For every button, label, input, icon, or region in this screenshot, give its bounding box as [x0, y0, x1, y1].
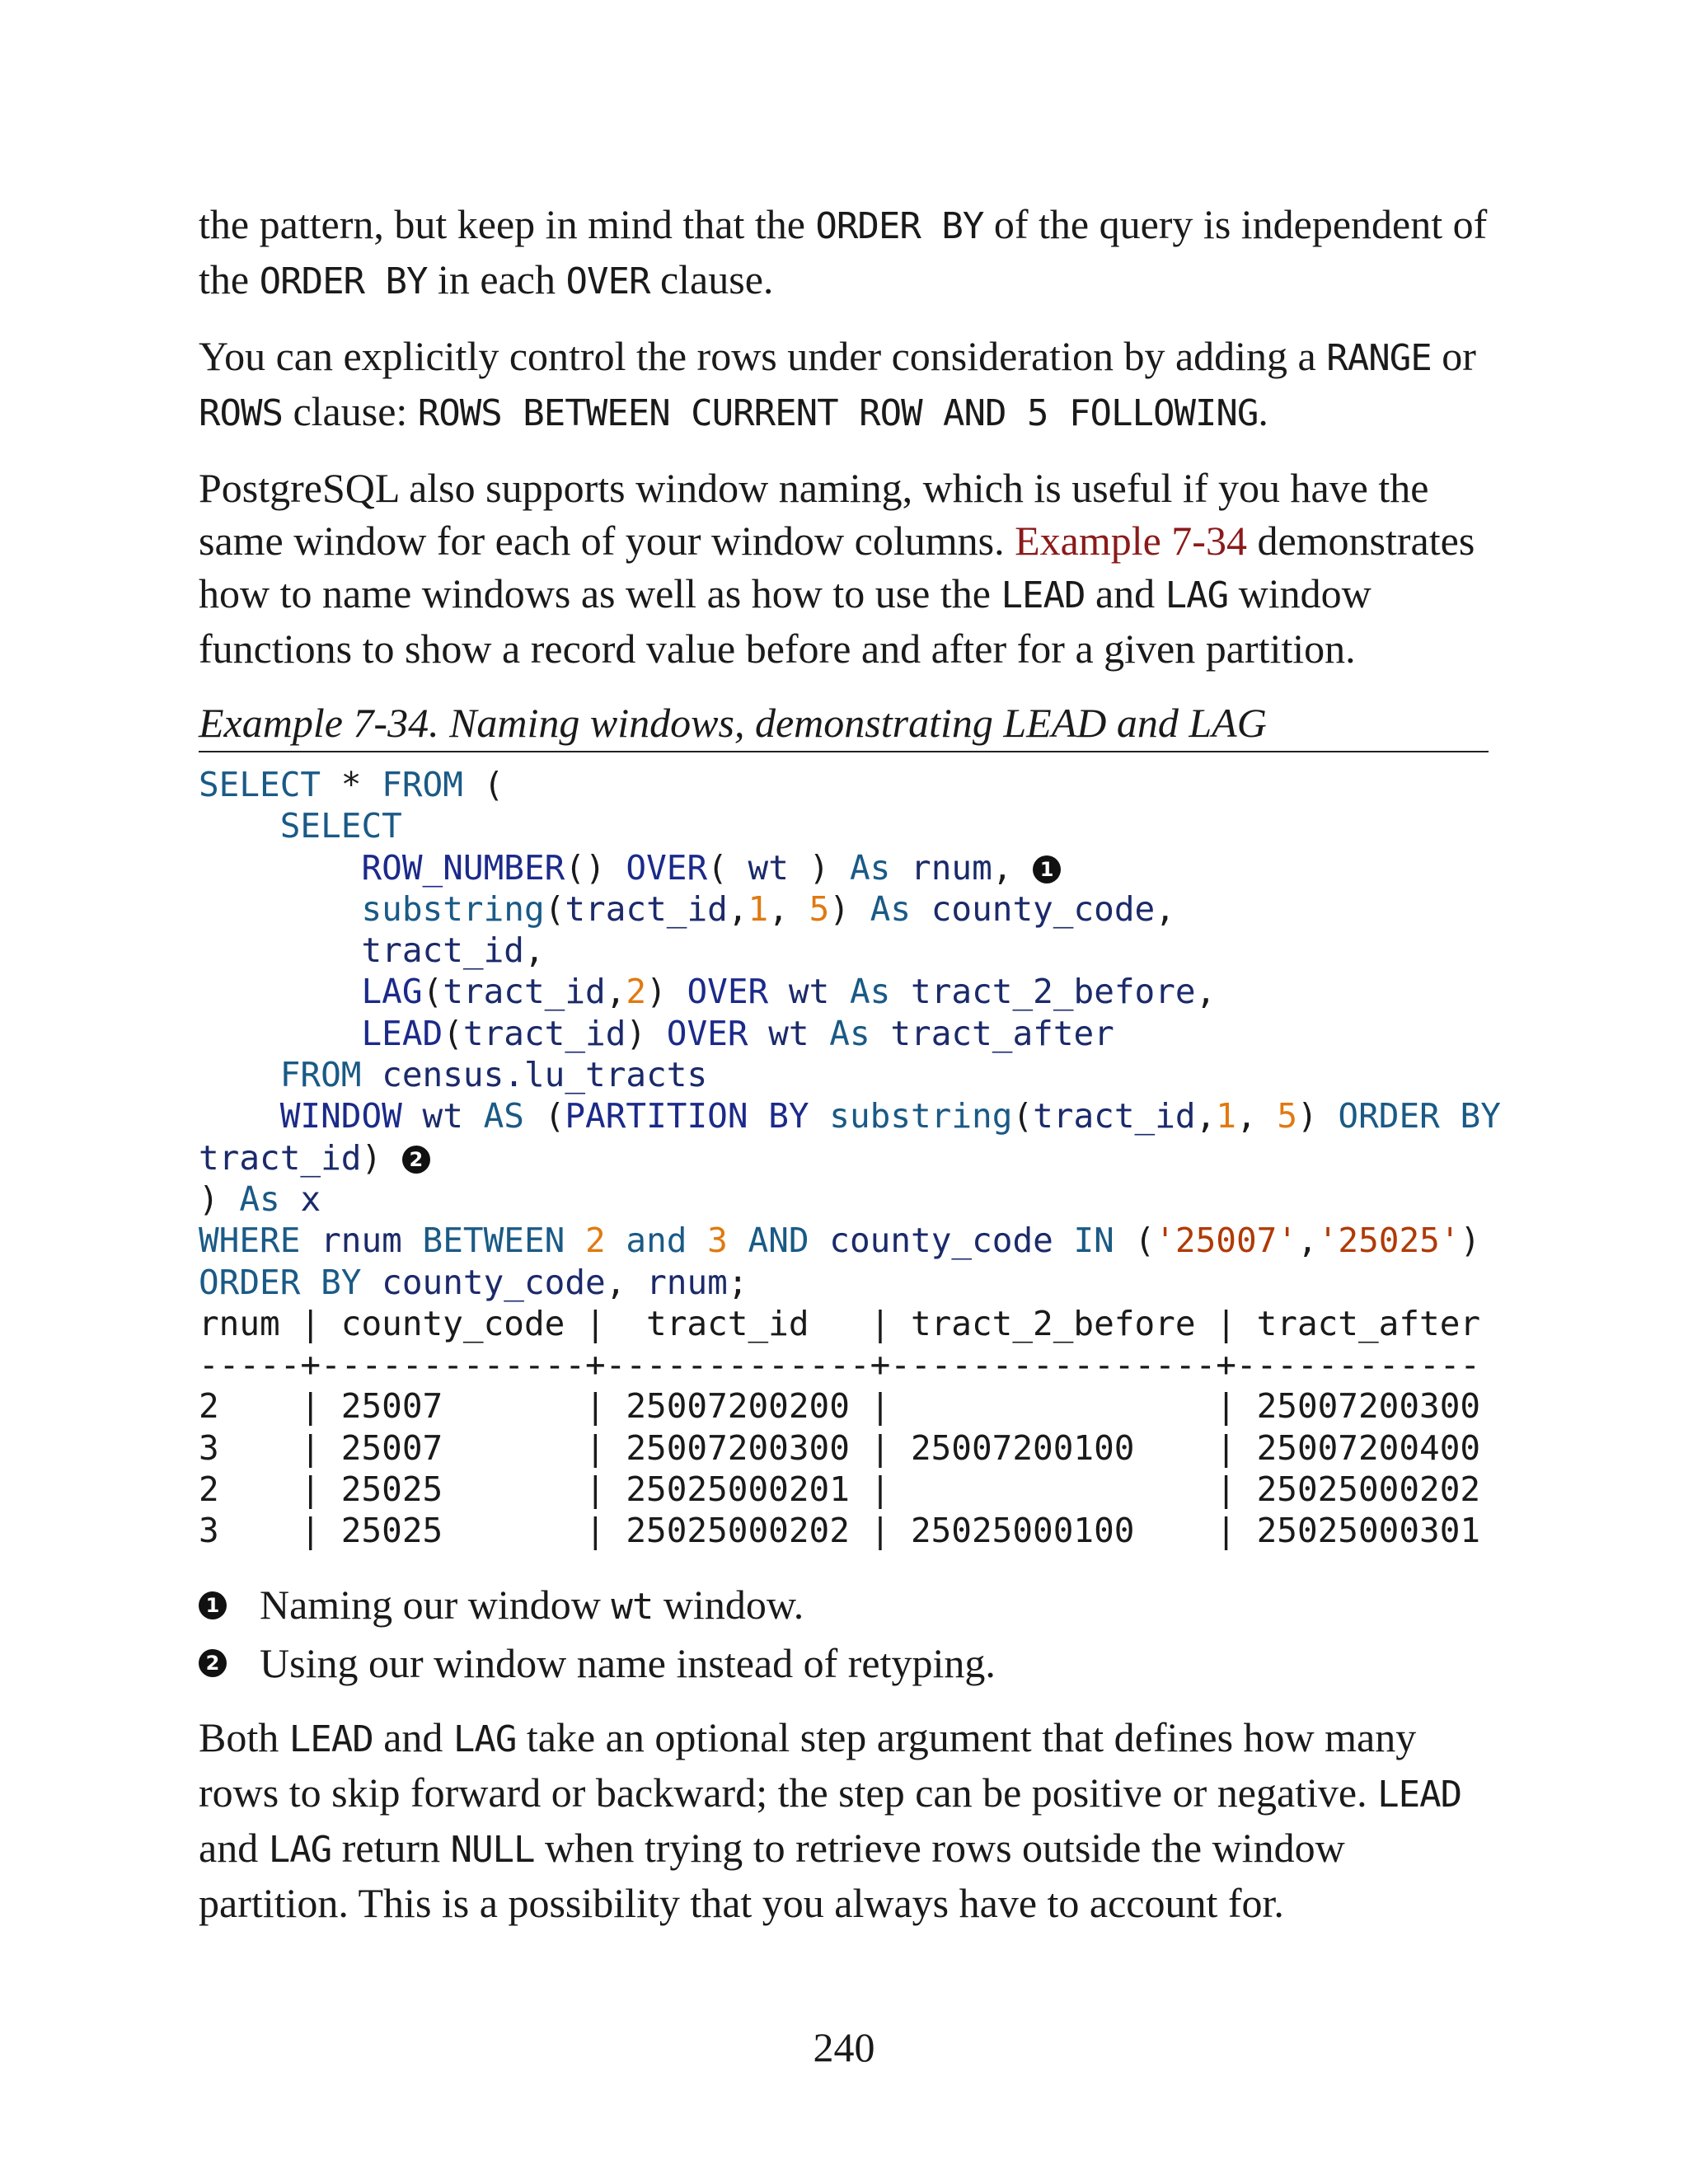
paragraph-lead-lag: [199, 1711, 1489, 1929]
code-token: SELECT: [199, 765, 321, 804]
code-token: wt: [788, 972, 830, 1012]
inline-code: LEAD: [1377, 1773, 1462, 1816]
inline-code: ROWS: [199, 392, 283, 434]
code-token: 5: [809, 888, 830, 929]
callout-1-icon: 1: [199, 1591, 227, 1619]
text: in each: [427, 256, 566, 302]
code-token: 1: [748, 888, 769, 929]
inline-code: ROWS BETWEEN CURRENT ROW AND 5 FOLLOWING: [417, 392, 1259, 434]
result-row: 3 | 25025 | 25025000202 | 25025000100 | 25025000301: [199, 1511, 1481, 1551]
code-token: '25007': [1155, 1221, 1298, 1261]
text: the pattern, but keep in mind that the: [199, 201, 816, 247]
code-token: 3: [707, 1221, 728, 1261]
code-token: (: [462, 765, 504, 804]
result-rule: -----+-------------+-------------+----------------+------------: [199, 1345, 1481, 1385]
text: or: [1431, 333, 1476, 379]
code-token: ORDER BY: [199, 1262, 362, 1302]
code-token: LAG: [361, 972, 423, 1012]
result-row: 3 | 25007 | 25007200300 | 25007200100 | 25007200400: [199, 1427, 1481, 1468]
inline-code: NULL: [450, 1828, 535, 1871]
code-token: '25025': [1317, 1221, 1461, 1261]
code-token: FROM: [382, 765, 463, 804]
code-token: BETWEEN: [422, 1221, 565, 1261]
text: clause.: [649, 256, 774, 302]
text: and: [1085, 570, 1165, 616]
code-token: IN: [1073, 1221, 1114, 1261]
code-token: OVER: [687, 972, 769, 1012]
code-token: x: [300, 1179, 321, 1219]
code-token: AND: [748, 1221, 809, 1261]
code-token: As: [870, 888, 912, 929]
code-token: As: [239, 1179, 280, 1219]
code-token: rnum: [321, 1221, 402, 1261]
text: demonstrates how to name windows as well as how to use the: [199, 518, 1475, 616]
code-token: PARTITION BY: [565, 1096, 809, 1137]
text: Naming our window: [260, 1581, 612, 1628]
result-row: 2 | 25025 | 25025000201 | | 25025000202: [199, 1469, 1481, 1510]
code-token: 5: [1277, 1096, 1298, 1137]
page-number: 240: [813, 2024, 875, 2070]
callout-text: [260, 1577, 804, 1635]
code-token: wt: [768, 1013, 809, 1053]
code-token: 2: [626, 972, 647, 1012]
code-token: As: [829, 1013, 870, 1053]
code-token: 1: [1216, 1096, 1236, 1137]
callout-2-icon: 2: [402, 1146, 430, 1174]
inline-code: ORDER BY: [815, 205, 984, 247]
code-token: *: [321, 765, 382, 804]
code-token: AS: [483, 1096, 524, 1137]
text: window functions to show a record value before and after for a given partition.: [199, 570, 1372, 672]
code-token: LEAD: [361, 1013, 443, 1053]
callout-item: [199, 1577, 1489, 1635]
result-row: 2 | 25007 | 25007200200 | | 25007200300: [199, 1386, 1481, 1427]
text: .: [1258, 388, 1268, 434]
code-token: county_code: [931, 888, 1156, 929]
inline-code: ORDER BY: [259, 260, 428, 302]
page-body: [199, 198, 1501, 1951]
code-token: wt: [422, 1096, 463, 1137]
code-token: county_code: [829, 1221, 1053, 1261]
text: Both: [199, 1713, 289, 1760]
paragraph-range-rows: [199, 330, 1489, 440]
code-token: OVER: [666, 1013, 748, 1053]
callout-2-icon: 2: [199, 1649, 227, 1677]
code-token: tract_id: [361, 930, 524, 971]
code-token: and: [626, 1221, 687, 1261]
code-token: tract_id: [443, 972, 606, 1012]
code-token: ROW_NUMBER: [361, 847, 565, 888]
code-token: WHERE: [199, 1221, 301, 1261]
text: and: [199, 1824, 269, 1871]
code-token: rnum: [911, 847, 992, 888]
code-token: SELECT: [279, 806, 402, 846]
inline-code: LEAD: [288, 1718, 373, 1760]
inline-code: LEAD: [1001, 574, 1085, 616]
callout-list: [199, 1577, 1489, 1691]
code-token: tract_after: [890, 1013, 1114, 1053]
code-token: tract_2_before: [911, 972, 1196, 1012]
text: of the query is independent of the: [199, 201, 1488, 302]
inline-code: LAG: [1165, 574, 1229, 616]
code-token: WINDOW: [279, 1096, 402, 1137]
inline-code: LAG: [452, 1718, 517, 1760]
text: take an optional step argument that defines how many rows to skip forward or backward; the step can be positive or negative.: [199, 1713, 1417, 1816]
code-token: tract_id: [565, 888, 728, 929]
text: You can explicitly control the rows under consideration by adding a: [199, 333, 1327, 379]
code-token: ORDER BY: [1338, 1096, 1501, 1137]
text: PostgreSQL also supports window naming, which is useful if you have the same window for each of your window columns.: [199, 465, 1429, 564]
text: return: [331, 1824, 451, 1871]
example-link[interactable]: Example 7-34: [1015, 518, 1247, 564]
code-token: county_code: [382, 1262, 606, 1302]
text: and: [373, 1713, 453, 1760]
code-token: tract_id: [1033, 1096, 1196, 1137]
code-token: As: [849, 847, 891, 888]
code-token: substring: [361, 888, 545, 929]
code-token: FROM: [279, 1055, 362, 1095]
text: when trying to retrieve rows outside the window partition. This is a possibility that you always have to account for.: [199, 1824, 1345, 1926]
text: clause:: [282, 388, 418, 434]
paragraph-order-by: [199, 198, 1489, 308]
callout-text: Using our window name instead of retyping.: [260, 1639, 996, 1686]
inline-code: OVER: [565, 260, 650, 302]
code-token: wt: [748, 847, 789, 888]
code-token: tract_id: [462, 1013, 626, 1053]
example-caption: Example 7-34. Naming windows, demonstrating LEAD and LAG: [199, 696, 1489, 752]
callout-item: [199, 1635, 1489, 1691]
paragraph-window-naming: [199, 462, 1489, 675]
code-token: tract_id: [199, 1137, 362, 1178]
code-token: substring: [829, 1096, 1013, 1137]
code-token: OVER: [626, 847, 708, 888]
callout-1-icon: 1: [1033, 855, 1061, 883]
inline-code: RANGE: [1326, 337, 1432, 379]
code-token: rnum: [646, 1262, 728, 1302]
code-token: census.lu_tracts: [382, 1055, 708, 1095]
inline-code: LAG: [268, 1828, 332, 1871]
code-token: 2: [585, 1221, 606, 1261]
inline-code: wt: [611, 1585, 654, 1628]
code-token: As: [849, 972, 891, 1012]
text: window.: [653, 1581, 804, 1628]
code-listing: SELECT * FROM ( SELECT ROW_NUMBER() OVER( wt ) As rnum, 1 substring(tract_id,1, 5) As county_code, tract_id, LAG(tract_id,2) OVER wt As tract_2_before, LEAD(tract_id) OVER wt As tract_after FROM census.lu_tracts WINDOW wt AS (PARTITION BY substring(tract_id,1, 5) ORDER BY tract_id) 2 ) As x WHERE rnum BETWEEN 2 and 3 AND county_code IN ('25007','25025') ORDER BY county_code, rnum; rnum | county_code | tract_id | tract_2_before | tract_after -----+-------------+-------------+----------------+------------ 2 | 25007 | 25007200200 | | 25007200300 3 | 25007 | 25007200300 | 25007200100 | 25007200400 2 | 25025 | 25025000201 | | 25025000202 3 | 25025 | 25025000202 | 25025000100 | 25025000301: [199, 765, 1501, 1551]
result-header: rnum | county_code | tract_id | tract_2_before | tract_after: [199, 1303, 1481, 1343]
